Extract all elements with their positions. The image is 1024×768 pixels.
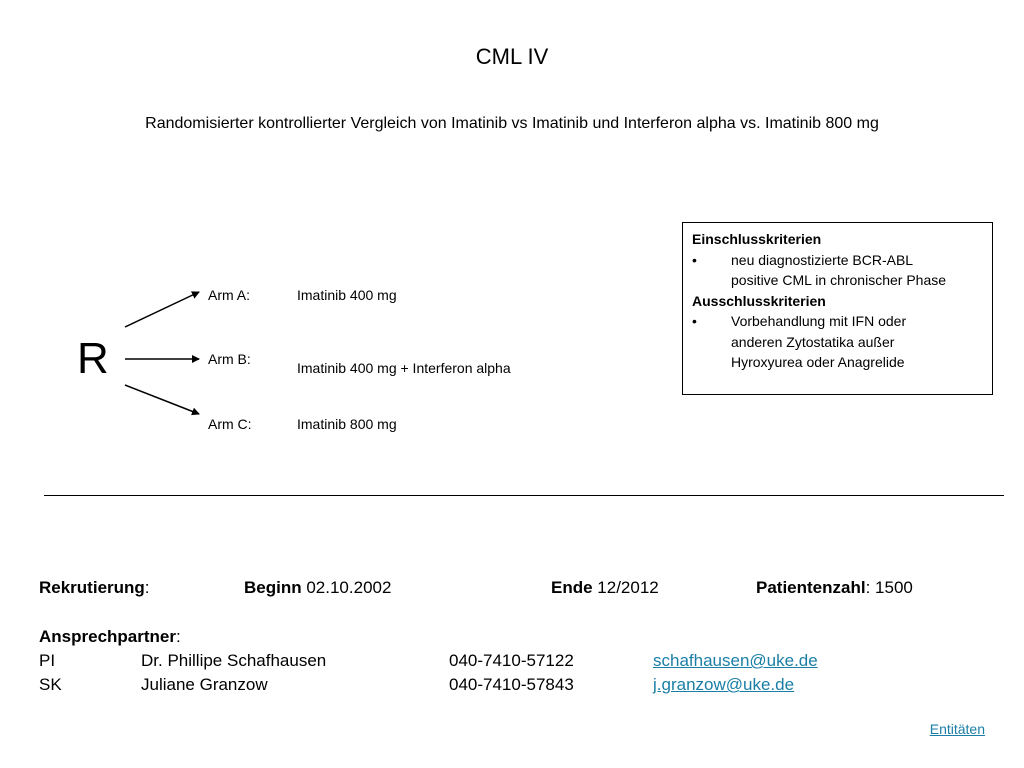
recruitment-end: Ende 12/2012 — [551, 578, 659, 597]
entities-link[interactable]: Entitäten — [929, 721, 985, 737]
arm-a-treatment: Imatinib 400 mg — [297, 287, 397, 303]
contact-name: Juliane Granzow — [141, 675, 268, 694]
arm-a-label: Arm A: — [208, 287, 251, 303]
exclusion-text: Vorbehandlung mit IFN oder anderen Zytostatika außer Hyroxyurea oder Anagrelide — [731, 313, 907, 370]
exclusion-heading: Ausschlusskriterien — [692, 292, 826, 309]
recruitment-begin: Beginn 02.10.2002 — [244, 578, 392, 597]
patient-count: Patientenzahl: 1500 — [756, 578, 913, 597]
arrow-arm-a — [125, 292, 199, 327]
arm-b-label: Arm B: — [208, 351, 251, 367]
section-divider — [44, 495, 1004, 496]
bullet: • — [692, 313, 697, 329]
contact-email-link[interactable]: schafhausen@uke.de — [653, 651, 818, 670]
study-subtitle: Randomisierter kontrollierter Vergleich von Imatinib vs Imatinib und Interferon alpha vs. Imatinib 800 mg — [145, 115, 879, 132]
inclusion-text: neu diagnostizierte BCR-ABL positive CML in chronischer Phase — [731, 251, 947, 288]
arm-b-treatment: Imatinib 400 mg + Interferon alpha — [297, 360, 511, 376]
contact-phone: 040-7410-57122 — [449, 651, 574, 670]
arrow-arm-c — [125, 385, 199, 414]
contact-phone: 040-7410-57843 — [449, 675, 574, 694]
criteria-box — [682, 222, 993, 395]
arm-c-label: Arm C: — [208, 416, 252, 432]
page-title: CML IV — [475, 44, 549, 69]
recruitment-label: Rekrutierung: — [39, 578, 150, 597]
contact-email-link[interactable]: j.granzow@uke.de — [653, 675, 795, 694]
contacts-heading: Ansprechpartner: — [39, 627, 181, 646]
bullet: • — [692, 251, 697, 268]
inclusion-item — [692, 250, 992, 291]
exclusion-item — [692, 311, 992, 373]
arm-c-treatment: Imatinib 800 mg — [297, 416, 397, 432]
randomization-symbol: R — [77, 334, 109, 383]
contact-role: SK — [39, 675, 62, 694]
inclusion-heading: Einschlusskriterien — [692, 231, 822, 247]
contact-name: Dr. Phillipe Schafhausen — [141, 651, 327, 670]
contact-role: PI — [39, 651, 56, 670]
